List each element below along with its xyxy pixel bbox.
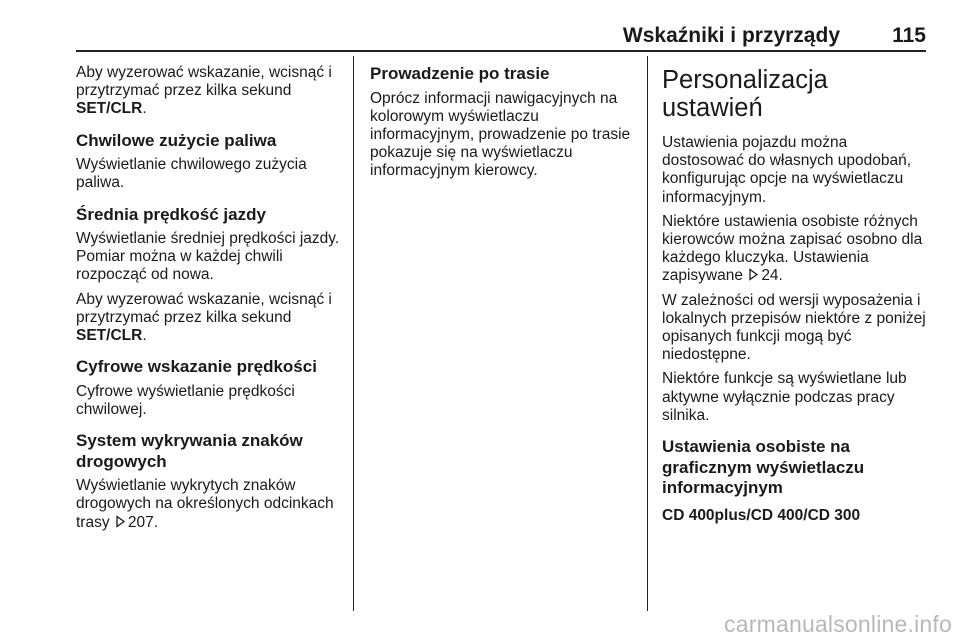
section-heading: Ustawienia osobiste na graficznym wyświetlaczu informacyjnym [662, 437, 865, 498]
paragraph: Cyfrowe wyświetlanie prędkości chwilowej. [76, 382, 295, 418]
column-left [76, 64, 346, 538]
page-header [76, 22, 926, 50]
paragraph: Wyświetlanie średniej prędkości jazdy. Pomiar można w każdej chwili rozpocząć od nowa. [76, 230, 340, 284]
paragraph: Oprócz informacji nawigacyjnych na kolorowym wyświetlaczu informacyjnym, prowadzenie po trasie pokazuje się na wyświetlaczu informacyjnym kierowcy. [370, 89, 631, 180]
section-heading: System wykrywania znaków drogowych [76, 431, 303, 471]
column-right [662, 66, 930, 525]
page-reference[interactable]: 24. [761, 267, 783, 285]
paragraph: W zależności od wersji wyposażenia i lokalnych przepisów niektóre z poniżej opisanych funkcji mogą być niedostępne. [662, 291, 926, 364]
chapter-title: Personalizacja ustawień [662, 66, 828, 122]
reference-arrow-icon[interactable] [748, 268, 759, 281]
column-middle [370, 64, 638, 187]
button-label: SET/CLR [76, 100, 143, 118]
section-heading: Chwilowe zużycie paliwa [76, 130, 277, 150]
page-number: 115 [892, 24, 926, 47]
paragraph: Niektóre funkcje są wyświetlane lub aktywne wyłącznie podczas pracy silnika. [662, 370, 907, 424]
button-label: SET/CLR [76, 327, 143, 345]
paragraph: Ustawienia pojazdu można dostosować do własnych upodobań, konfigurując opcje na wyświetlaczu informacyjnym. [662, 134, 912, 206]
reference-arrow-icon[interactable] [115, 515, 126, 528]
section-heading: Cyfrowe wskazanie prędkości [76, 357, 317, 377]
paragraph: Niektóre ustawienia osobiste różnych kierowców można zapisać osobno dla każdego kluczyka. Ustawienia zapisywane 24. [662, 212, 923, 285]
column-divider [353, 56, 354, 611]
section-heading: Prowadzenie po trasie [370, 64, 550, 83]
column-divider [647, 56, 648, 611]
paragraph: Aby wyzerować wskazanie, wcisnąć i przytrzymać przez kilka sekund SET/CLR. [76, 64, 332, 118]
page-reference[interactable]: 207. [127, 513, 159, 531]
paragraph: Wyświetlanie chwilowego zużycia paliwa. [76, 156, 307, 192]
watermark: carmanualsonline.info [724, 611, 952, 637]
paragraph: Aby wyzerować wskazanie, wcisnąć i przytrzymać przez kilka sekund SET/CLR. [76, 290, 332, 345]
paragraph: Wyświetlanie wykrytych znaków drogowych na określonych odcinkach trasy 207. [76, 477, 334, 531]
model-label: CD 400plus/CD 400/CD 300 [662, 506, 861, 524]
header-rule [76, 50, 926, 52]
section-heading: Średnia prędkość jazdy [76, 204, 266, 224]
section-title: Wskaźniki i przyrządy [622, 24, 840, 47]
